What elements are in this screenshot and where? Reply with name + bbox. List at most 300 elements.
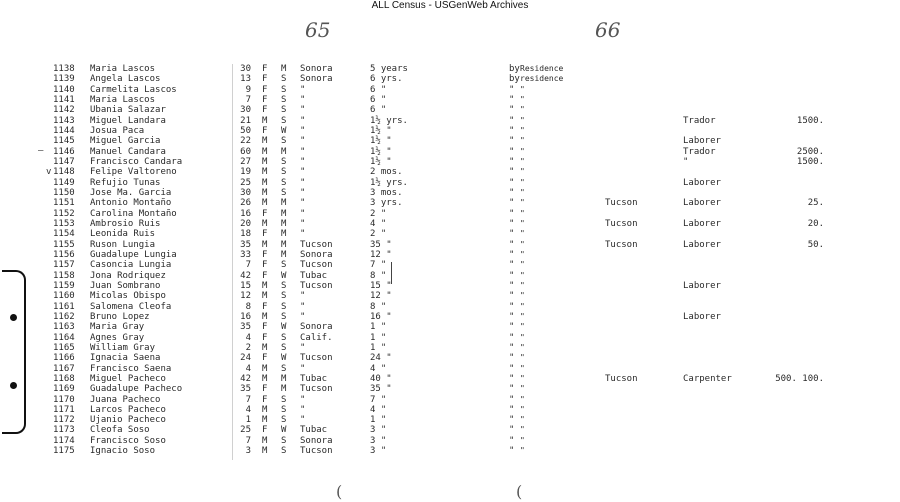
residence-length: 1½ yrs. [370, 177, 408, 188]
table-row [0, 415, 900, 425]
occupation: Laborer [683, 311, 721, 322]
residence-note: " [520, 435, 525, 445]
paper-mark: ( [516, 482, 523, 501]
sex: F [262, 94, 268, 105]
birthplace: " [300, 198, 306, 209]
archive-header: ALL Census - USGenWeb Archives [371, 0, 529, 11]
residence-length: 8 " [370, 270, 387, 281]
sex: M [262, 291, 268, 302]
ditto-mark: " [509, 301, 515, 312]
census-table [0, 64, 900, 456]
age: 25 [240, 425, 251, 436]
ditto-mark: " [509, 373, 515, 384]
marital-status: S [281, 435, 287, 446]
ditto-mark: " [509, 115, 515, 126]
table-row [0, 198, 900, 208]
age: 27 [240, 156, 251, 167]
marital-status: S [281, 291, 287, 302]
ditto-mark: " [509, 84, 515, 95]
marital-status: S [281, 311, 287, 322]
line-number: 1138 [53, 64, 75, 74]
residence-length: 8 " [370, 301, 387, 312]
sex: F [262, 425, 268, 436]
residence-length: 1 " [370, 342, 387, 353]
table-row [0, 405, 900, 415]
age: 16 [240, 208, 251, 219]
residence-note: " [520, 301, 525, 311]
residence-note: " [520, 177, 525, 187]
age: 42 [240, 270, 251, 281]
residence-length: 3 yrs. [370, 198, 403, 209]
work-place: Tucson [605, 239, 638, 250]
line-number: 1166 [53, 353, 75, 364]
age: 19 [240, 167, 251, 178]
person-name: Cleofa Soso [90, 425, 150, 436]
sex: F [262, 64, 268, 74]
person-name: Maria Lascos [90, 64, 156, 74]
table-row [0, 209, 900, 219]
residence-note: " [520, 342, 525, 352]
residence-length: 6 " [370, 105, 387, 116]
sex: M [262, 198, 268, 209]
birthplace: " [300, 84, 306, 95]
person-name: Josua Paca [90, 125, 145, 136]
residence-length: 24 " [370, 353, 392, 364]
person-name: Jose Ma. Garcia [90, 187, 172, 198]
ditto-mark: " [509, 394, 515, 405]
residence-length: 3 " [370, 435, 387, 446]
residence-length: 1½ " [370, 136, 392, 147]
line-number: 1168 [53, 373, 75, 384]
person-name: Carmelita Lascos [90, 84, 177, 95]
marital-status: M [281, 208, 287, 219]
table-row [0, 281, 900, 291]
work-place: Tucson [605, 218, 638, 229]
birthplace: " [300, 208, 306, 219]
ditto-mark: " [509, 187, 515, 198]
residence-length: 1 " [370, 332, 387, 343]
age: 30 [240, 187, 251, 198]
age: 8 [245, 301, 251, 312]
line-number: 1149 [53, 177, 75, 188]
age: 35 [240, 384, 251, 395]
residence-length: 6 yrs. [370, 74, 403, 85]
table-row [0, 384, 900, 394]
table-row [0, 188, 900, 198]
marital-status: M [281, 384, 287, 395]
ditto-mark: " [509, 125, 515, 136]
table-row [0, 229, 900, 239]
line-number: 1147 [53, 156, 75, 167]
marital-status: M [281, 64, 287, 74]
age: 30 [240, 105, 251, 116]
table-row [0, 446, 900, 456]
residence-note: Residence [520, 64, 564, 73]
sex: M [262, 373, 268, 384]
occupation: Carpenter [683, 373, 732, 384]
age: 33 [240, 249, 251, 260]
ditto-mark: " [509, 146, 515, 157]
table-row [0, 343, 900, 353]
marital-status: S [281, 404, 287, 415]
sex: M [262, 218, 268, 229]
line-number: 1145 [53, 136, 75, 147]
line-number: 1171 [53, 404, 75, 415]
ditto-mark: " [509, 208, 515, 219]
table-row [0, 353, 900, 363]
age: 24 [240, 353, 251, 364]
residence-length: 40 " [370, 373, 392, 384]
residence-note: " [520, 156, 525, 166]
sex: F [262, 322, 268, 333]
ditto-mark: " [509, 311, 515, 322]
line-number: 1152 [53, 208, 75, 219]
line-number: 1144 [53, 125, 75, 136]
ditto-mark: " [509, 353, 515, 364]
residence-note: " [520, 125, 525, 135]
residence-note: " [520, 146, 525, 156]
person-name: Larcos Pacheco [90, 404, 166, 415]
line-number: 1157 [53, 260, 75, 271]
ditto-mark: " [509, 425, 515, 436]
residence-note: " [520, 167, 525, 177]
ditto-mark: " [509, 249, 515, 260]
residence-length: 4 " [370, 363, 387, 374]
margin-check: v [46, 167, 52, 177]
table-row [0, 157, 900, 167]
sex: F [262, 74, 268, 85]
line-number: 1165 [53, 342, 75, 353]
line-number: 1172 [53, 415, 75, 426]
line-number: 1153 [53, 218, 75, 229]
sex: M [262, 167, 268, 178]
line-number: 1173 [53, 425, 75, 436]
table-row [0, 85, 900, 95]
birthplace: " [300, 291, 306, 302]
birthplace: Tucson [300, 384, 333, 395]
person-name: Maria Lascos [90, 94, 156, 105]
marital-status: M [281, 249, 287, 260]
birthplace: " [300, 311, 306, 322]
birthplace: " [300, 177, 306, 188]
ditto-mark: " [509, 94, 515, 105]
line-number: 1146 [53, 146, 75, 157]
amount: 1500. [796, 115, 824, 126]
ditto-mark: " [509, 332, 515, 343]
marital-status: M [281, 218, 287, 229]
residence-note: " [520, 373, 525, 383]
age: 4 [245, 363, 251, 374]
residence-length: 15 " [370, 280, 392, 291]
age: 22 [240, 136, 251, 147]
person-name: Ruson Lungia [90, 239, 156, 250]
marital-status: W [281, 125, 287, 136]
residence-length: 12 " [370, 249, 392, 260]
person-name: Ignacio Soso [90, 446, 156, 457]
residence-note: " [520, 94, 525, 104]
residence-note: " [520, 218, 525, 228]
table-row [0, 395, 900, 405]
residence-note: " [520, 115, 525, 125]
birthplace: Tucson [300, 280, 333, 291]
marital-status: M [281, 146, 287, 157]
ditto-mark: " [509, 415, 515, 426]
line-number: 1142 [53, 105, 75, 116]
person-name: Ubania Salazar [90, 105, 166, 116]
sex: M [262, 435, 268, 446]
table-row [0, 167, 900, 177]
birthplace: Tubac [300, 373, 328, 384]
person-name: Miguel Pacheco [90, 373, 166, 384]
birthplace: " [300, 342, 306, 353]
residence-length: 7 " [370, 260, 387, 271]
residence-note: " [520, 363, 525, 373]
marital-status: M [281, 373, 287, 384]
person-name: Miguel Garcia [90, 136, 161, 147]
birthplace: Tucson [300, 446, 333, 457]
residence-note: " [520, 415, 525, 425]
residence-note: " [520, 332, 525, 342]
person-name: Miguel Landara [90, 115, 166, 126]
person-name: Antonio Montaño [90, 198, 172, 209]
birthplace: Tucson [300, 239, 333, 250]
age: 20 [240, 218, 251, 229]
ditto-mark: " [509, 198, 515, 209]
birthplace: " [300, 94, 306, 105]
table-row [0, 271, 900, 281]
table-row [0, 250, 900, 260]
occupation: Trador [683, 115, 716, 126]
ditto-mark: " [509, 446, 515, 457]
birthplace: Sonora [300, 435, 333, 446]
residence-note: " [520, 404, 525, 414]
birthplace: " [300, 218, 306, 229]
residence-note: residence [520, 74, 564, 84]
occupation: " [683, 156, 689, 167]
residence-length: 7 " [370, 394, 387, 405]
marital-status: S [281, 187, 287, 198]
birthplace: " [300, 415, 306, 426]
ditto-mark: " [509, 291, 515, 302]
marital-status: S [281, 342, 287, 353]
birthplace: " [300, 363, 306, 374]
person-name: Agnes Gray [90, 332, 145, 343]
sex: M [262, 115, 268, 126]
line-number: 1143 [53, 115, 75, 126]
age: 13 [240, 74, 251, 85]
table-row [0, 126, 900, 136]
marital-status: S [281, 332, 287, 343]
marital-status: S [281, 84, 287, 95]
marital-status: M [281, 229, 287, 240]
occupation: Laborer [683, 239, 721, 250]
amount: 25. [807, 198, 824, 209]
age: 26 [240, 198, 251, 209]
sex: M [262, 239, 268, 250]
sex: M [262, 404, 268, 415]
birthplace: Tubac [300, 425, 328, 436]
person-name: Bruno Lopez [90, 311, 150, 322]
sex: F [262, 260, 268, 271]
residence-length: 3 " [370, 446, 387, 457]
table-row [0, 219, 900, 229]
table-row [0, 178, 900, 188]
marital-status: S [281, 260, 287, 271]
ditto-mark: by [509, 64, 520, 74]
table-row [0, 333, 900, 343]
birthplace: " [300, 229, 306, 240]
table-row [0, 105, 900, 115]
table-row [0, 364, 900, 374]
ditto-mark: " [509, 229, 515, 240]
marital-status: S [281, 177, 287, 188]
sex: F [262, 301, 268, 312]
amount: 1500. [796, 156, 824, 167]
person-name: Leonida Ruis [90, 229, 156, 240]
person-name: Juan Sombrano [90, 280, 161, 291]
ditto-mark: " [509, 156, 515, 167]
residence-length: 35 " [370, 384, 392, 395]
table-row [0, 95, 900, 105]
age: 4 [245, 332, 251, 343]
line-number: 1162 [53, 311, 75, 322]
occupation: Laborer [683, 280, 721, 291]
ditto-mark: " [509, 280, 515, 291]
sex: M [262, 187, 268, 198]
birthplace: " [300, 115, 306, 126]
occupation: Laborer [683, 218, 721, 229]
line-number: 1163 [53, 322, 75, 333]
residence-length: 1 " [370, 322, 387, 333]
residence-length: 1½ " [370, 125, 392, 136]
table-row [0, 312, 900, 322]
birthplace: " [300, 394, 306, 405]
line-number: 1167 [53, 363, 75, 374]
sex: M [262, 156, 268, 167]
residence-length: 1½ " [370, 146, 392, 157]
person-name: Jona Rodriquez [90, 270, 166, 281]
residence-length: 2 mos. [370, 167, 403, 178]
residence-note: " [520, 353, 525, 363]
line-number: 1141 [53, 94, 75, 105]
residence-length: 3 mos. [370, 187, 403, 198]
work-place: Tucson [605, 198, 638, 209]
line-number: 1164 [53, 332, 75, 343]
residence-note: " [520, 311, 525, 321]
age: 50 [240, 125, 251, 136]
marital-status: S [281, 115, 287, 126]
birthplace: Sonora [300, 249, 333, 260]
person-name: Guadalupe Lungia [90, 249, 177, 260]
person-name: Carolina Montaño [90, 208, 177, 219]
sex: F [262, 105, 268, 116]
ditto-mark: " [509, 435, 515, 446]
sex: M [262, 177, 268, 188]
age: 3 [245, 446, 251, 457]
occupation: Laborer [683, 177, 721, 188]
residence-note: " [520, 260, 525, 270]
ditto-mark: " [509, 260, 515, 271]
residence-length: 6 " [370, 84, 387, 95]
sex: F [262, 353, 268, 364]
table-row [0, 116, 900, 126]
residence-note: " [520, 198, 525, 208]
residence-note: " [520, 322, 525, 332]
birthplace: " [300, 146, 306, 157]
residence-note: " [520, 425, 525, 435]
line-number: 1175 [53, 446, 75, 457]
table-row [0, 425, 900, 435]
sex: F [262, 125, 268, 136]
residence-note: " [520, 280, 525, 290]
ditto-mark: " [509, 384, 515, 395]
person-name: William Gray [90, 342, 156, 353]
marital-status: M [281, 239, 287, 250]
birthplace: " [300, 105, 306, 116]
birthplace: " [300, 156, 306, 167]
sex: M [262, 146, 268, 157]
ditto-mark: by [509, 74, 520, 85]
age: 25 [240, 177, 251, 188]
table-row [0, 291, 900, 301]
person-name: Ignacia Saena [90, 353, 161, 364]
person-name: Angela Lascos [90, 74, 161, 85]
residence-length: 1½ " [370, 156, 392, 167]
residence-length: 1 " [370, 415, 387, 426]
marital-status: S [281, 301, 287, 312]
residence-length: 12 " [370, 291, 392, 302]
person-name: Felipe Valtoreno [90, 167, 177, 178]
sex: M [262, 363, 268, 374]
line-number: 1169 [53, 384, 75, 395]
work-place: Tucson [605, 373, 638, 384]
line-number: 1139 [53, 74, 75, 85]
ditto-mark: " [509, 342, 515, 353]
age: 21 [240, 115, 251, 126]
ditto-mark: " [509, 239, 515, 250]
line-number: 1170 [53, 394, 75, 405]
table-row [0, 74, 900, 84]
line-number: 1158 [53, 270, 75, 281]
marital-status: S [281, 363, 287, 374]
line-number: 1160 [53, 291, 75, 302]
age: 12 [240, 291, 251, 302]
ditto-mark: " [509, 404, 515, 415]
table-row [0, 260, 900, 270]
ditto-mark: " [509, 218, 515, 229]
residence-note: " [520, 105, 525, 115]
line-number: 1154 [53, 229, 75, 240]
marital-status: S [281, 136, 287, 147]
age: 42 [240, 373, 251, 384]
age: 60 [240, 146, 251, 157]
residence-length: 2 " [370, 229, 387, 240]
sex: F [262, 332, 268, 343]
marital-status: W [281, 353, 287, 364]
marital-status: S [281, 415, 287, 426]
person-name: Maria Gray [90, 322, 145, 333]
marital-status: S [281, 446, 287, 457]
person-name: Micolas Obispo [90, 291, 166, 302]
birthplace: " [300, 187, 306, 198]
sex: M [262, 280, 268, 291]
amount: 500. 100. [775, 373, 824, 384]
person-name: Casoncia Lungia [90, 260, 172, 271]
table-row [0, 64, 900, 74]
birthplace: Tucson [300, 260, 333, 271]
ditto-mark: " [509, 270, 515, 281]
sex: M [262, 446, 268, 457]
